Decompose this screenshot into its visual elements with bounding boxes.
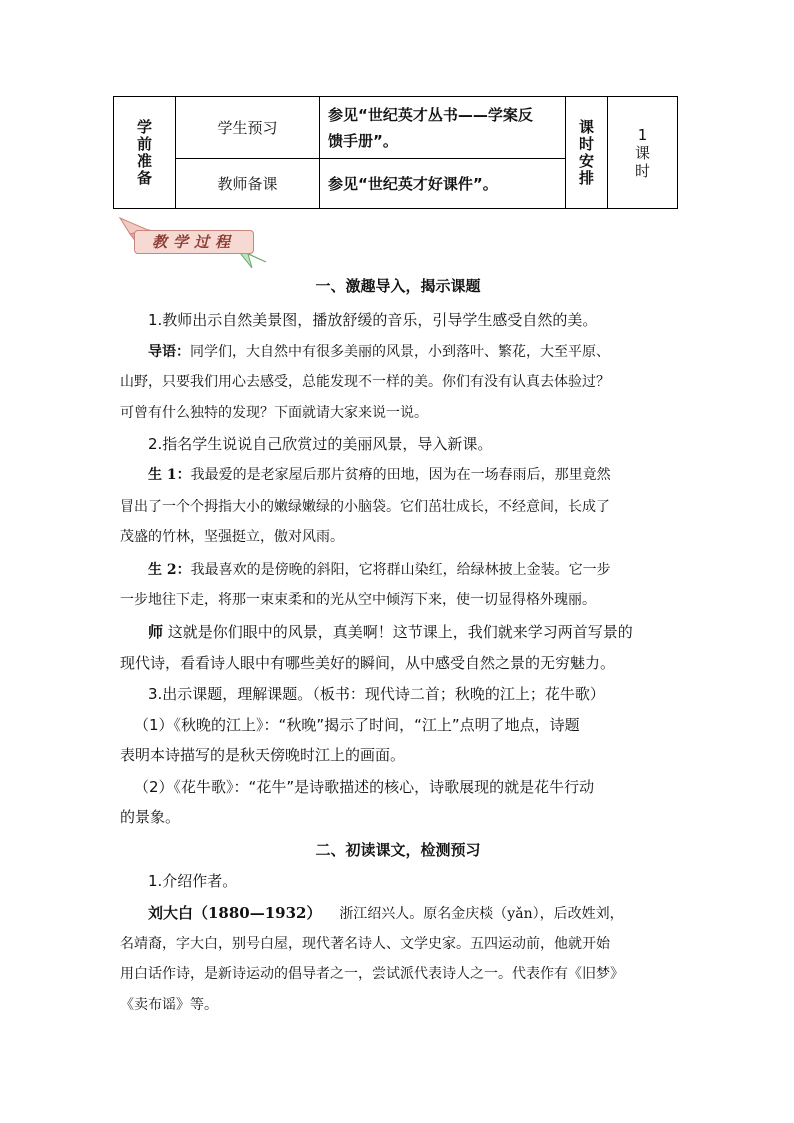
author-line-1: 刘大白（1880—1932） 浙江绍兴人。原名金庆棪（yǎn），后改姓刘， xyxy=(148,904,624,922)
step2-text: 2.指名学生说说自己欣赏过的美丽风景，导入新课。 xyxy=(148,435,493,453)
schedule-label: 课 时 安 排 xyxy=(566,97,608,209)
banner-label: 教学过程 xyxy=(134,230,254,254)
prep-section-label: 学 前 准 备 xyxy=(114,97,176,209)
step3-text: 3.出示课题，理解课题。（板书：现代诗二首；秋晚的江上；花牛歌） xyxy=(148,685,605,703)
section2-title: 二、初读课文，检测预习 xyxy=(315,841,481,859)
step1-text: 1.教师出示自然美景图，播放舒缓的音乐，引导学生感受自然的美。 xyxy=(148,311,598,329)
lesson-prep-table xyxy=(113,96,678,209)
student2-line-1: 生 2：我最喜欢的是傍晚的斜阳，它将群山染红，给绿林披上金装。它一步 xyxy=(148,562,611,578)
author-line-4: 《卖布谣》等。 xyxy=(120,997,218,1013)
point1-line-2: 表明本诗描写的是秋天傍晚时江上的画面。 xyxy=(120,746,406,764)
student-preview-content: 参见“世纪英才丛书——学案反 馈手册”。 xyxy=(320,97,566,159)
point2-line-2: 的景象。 xyxy=(120,808,181,826)
intro-label: 导语： xyxy=(148,344,190,360)
student1-line-2: 冒出了一个个拇指大小的嫩绿嫩绿的小脑袋。它们茁壮成长，不经意间，长成了 xyxy=(120,499,610,515)
intro-line-3: 可曾有什么独特的发现？下面就请大家来说一说。 xyxy=(120,405,428,421)
student1-line-3: 茂盛的竹林，坚强挺立，傲对风雨。 xyxy=(120,529,344,545)
teacher-label: 师 xyxy=(148,623,164,641)
student2-line-2: 一步地往下走，将那一束束柔和的光从空中倾泻下来，使一切显得格外瑰丽。 xyxy=(120,592,596,608)
student-preview-label: 学生预习 xyxy=(176,97,320,159)
teacher-prep-label: 教师备课 xyxy=(176,159,320,209)
teacher-line-2: 现代诗，看看诗人眼中有哪些美好的瞬间，从中感受自然之景的无穷魅力。 xyxy=(120,654,616,672)
teacher-prep-content: 参见“世纪英才好课件”。 xyxy=(320,159,566,209)
author-label: 刘大白（1880—1932） xyxy=(148,904,322,922)
teacher-line-1: 师 这就是你们眼中的风景，真美啊！这节课上，我们就来学习两首写景的 xyxy=(148,623,633,641)
teaching-process-banner xyxy=(118,212,268,270)
student1-label: 生 1： xyxy=(148,467,191,483)
student1-line-1: 生 1：我最爱的是老家屋后那片贫瘠的田地，因为在一场春雨后，那里竟然 xyxy=(148,467,611,483)
schedule-hours: 1 课 时 xyxy=(608,97,678,209)
student2-label: 生 2： xyxy=(148,562,191,578)
section2-step1: 1.介绍作者。 xyxy=(148,872,238,890)
author-line-2: 名靖裔，字大白，别号白屋，现代著名诗人、文学史家。五四运动前，他就开始 xyxy=(120,936,610,952)
point1-line-1: （1）《秋晚的江上》：“秋晚”揭示了时间，“江上”点明了地点，诗题 xyxy=(134,716,580,734)
point2-line-1: （2）《花牛歌》：“花牛”是诗歌描述的核心，诗歌展现的就是花牛行动 xyxy=(134,778,595,796)
intro-line-1: 导语：同学们，大自然中有很多美丽的风景，小到落叶、繁花，大至平原、 xyxy=(148,344,610,360)
intro-line-2: 山野，只要我们用心去感受，总能发现不一样的美。你们有没有认真去体验过？ xyxy=(120,374,610,390)
author-line-3: 用白话作诗，是新诗运动的倡导者之一，尝试派代表诗人之一。代表作有《旧梦》 xyxy=(120,966,624,982)
section1-title: 一、激趣导入，揭示课题 xyxy=(315,277,481,295)
